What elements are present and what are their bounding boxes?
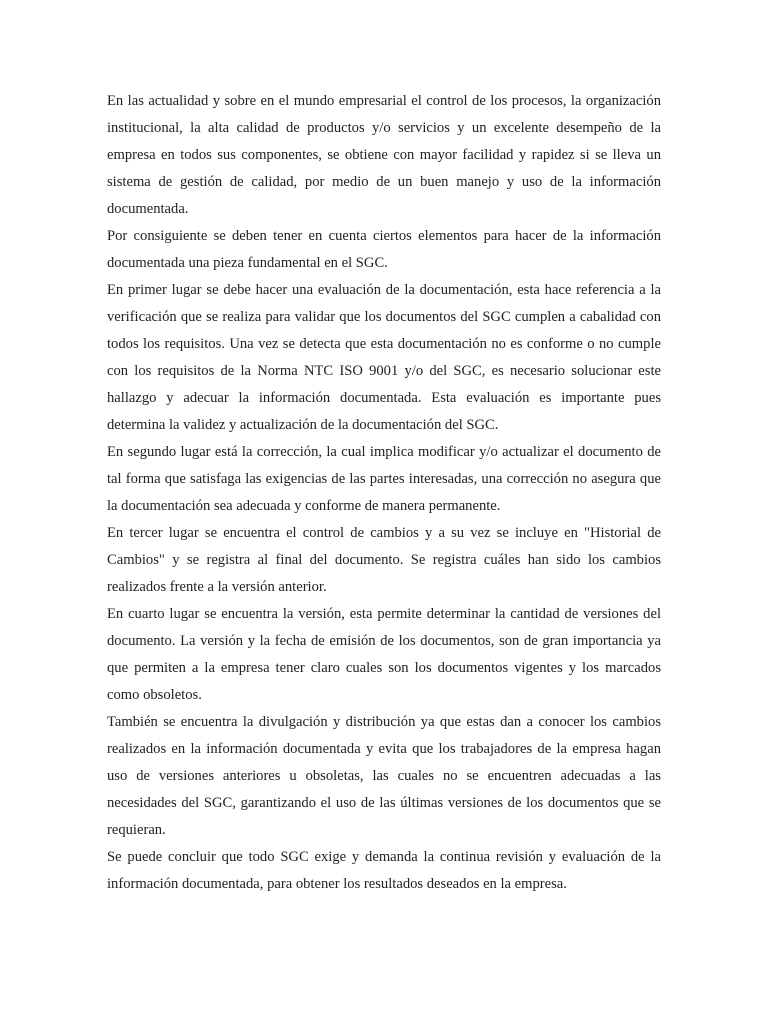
paragraph-conclusion: Se puede concluir que todo SGC exige y demanda la continua revisión y evaluación de la información documentada, para obtener los resultados deseados en la empresa.: [107, 849, 661, 892]
paragraph-elements: Por consiguiente se deben tener en cuenta ciertos elementos para hacer de la información documentada una pieza fundamental en el SGC.: [107, 228, 661, 271]
paragraph-version: En cuarto lugar se encuentra la versión, esta permite determinar la cantidad de versiones del documento. La versión y la fecha de emisión de los documentos, son de gran importancia ya que permiten a la empresa tener claro cuales son los documentos vigentes y los marcados como obsoletos.: [107, 606, 661, 703]
paragraph-introduction: En las actualidad y sobre en el mundo empresarial el control de los procesos, la organización institucional, la alta calidad de productos y/o servicios y un excelente desempeño de la empresa en todos sus componentes, se obtiene con mayor facilidad y rapidez si se lleva un sistema de gestión de calidad, por medio de un buen manejo y uso de la información documentada.: [107, 93, 661, 217]
document-body: [107, 88, 661, 898]
paragraph-change-control: En tercer lugar se encuentra el control de cambios y a su vez se incluye en "Historial de Cambios" y se registra al final del documento. Se registra cuáles han sido los cambios realizados frente a la versión anterior.: [107, 525, 661, 595]
paragraph-correction: En segundo lugar está la corrección, la cual implica modificar y/o actualizar el documento de tal forma que satisfaga las exigencias de las partes interesadas, una corrección no asegura que la documentación sea adecuada y conforme de manera permanente.: [107, 444, 661, 514]
paragraph-distribution: También se encuentra la divulgación y distribución ya que estas dan a conocer los cambios realizados en la información documentada y evita que los trabajadores de la empresa hagan uso de versiones anteriores u obsoletas, las cuales no se encuentren adecuadas a las necesidades del SGC, garantizando el uso de las últimas versiones de los documentos que se requieran.: [107, 714, 661, 838]
paragraph-evaluation: En primer lugar se debe hacer una evaluación de la documentación, esta hace referencia a la verificación que se realiza para validar que los documentos del SGC cumplen a cabalidad con todos los requisitos. Una vez se detecta que esta documentación no es conforme o no cumple con los requisitos de la Norma NTC ISO 9001 y/o del SGC, es necesario solucionar este hallazgo y adecuar la información documentada. Esta evaluación es importante pues determina la validez y actualización de la documentación del SGC.: [107, 282, 661, 433]
